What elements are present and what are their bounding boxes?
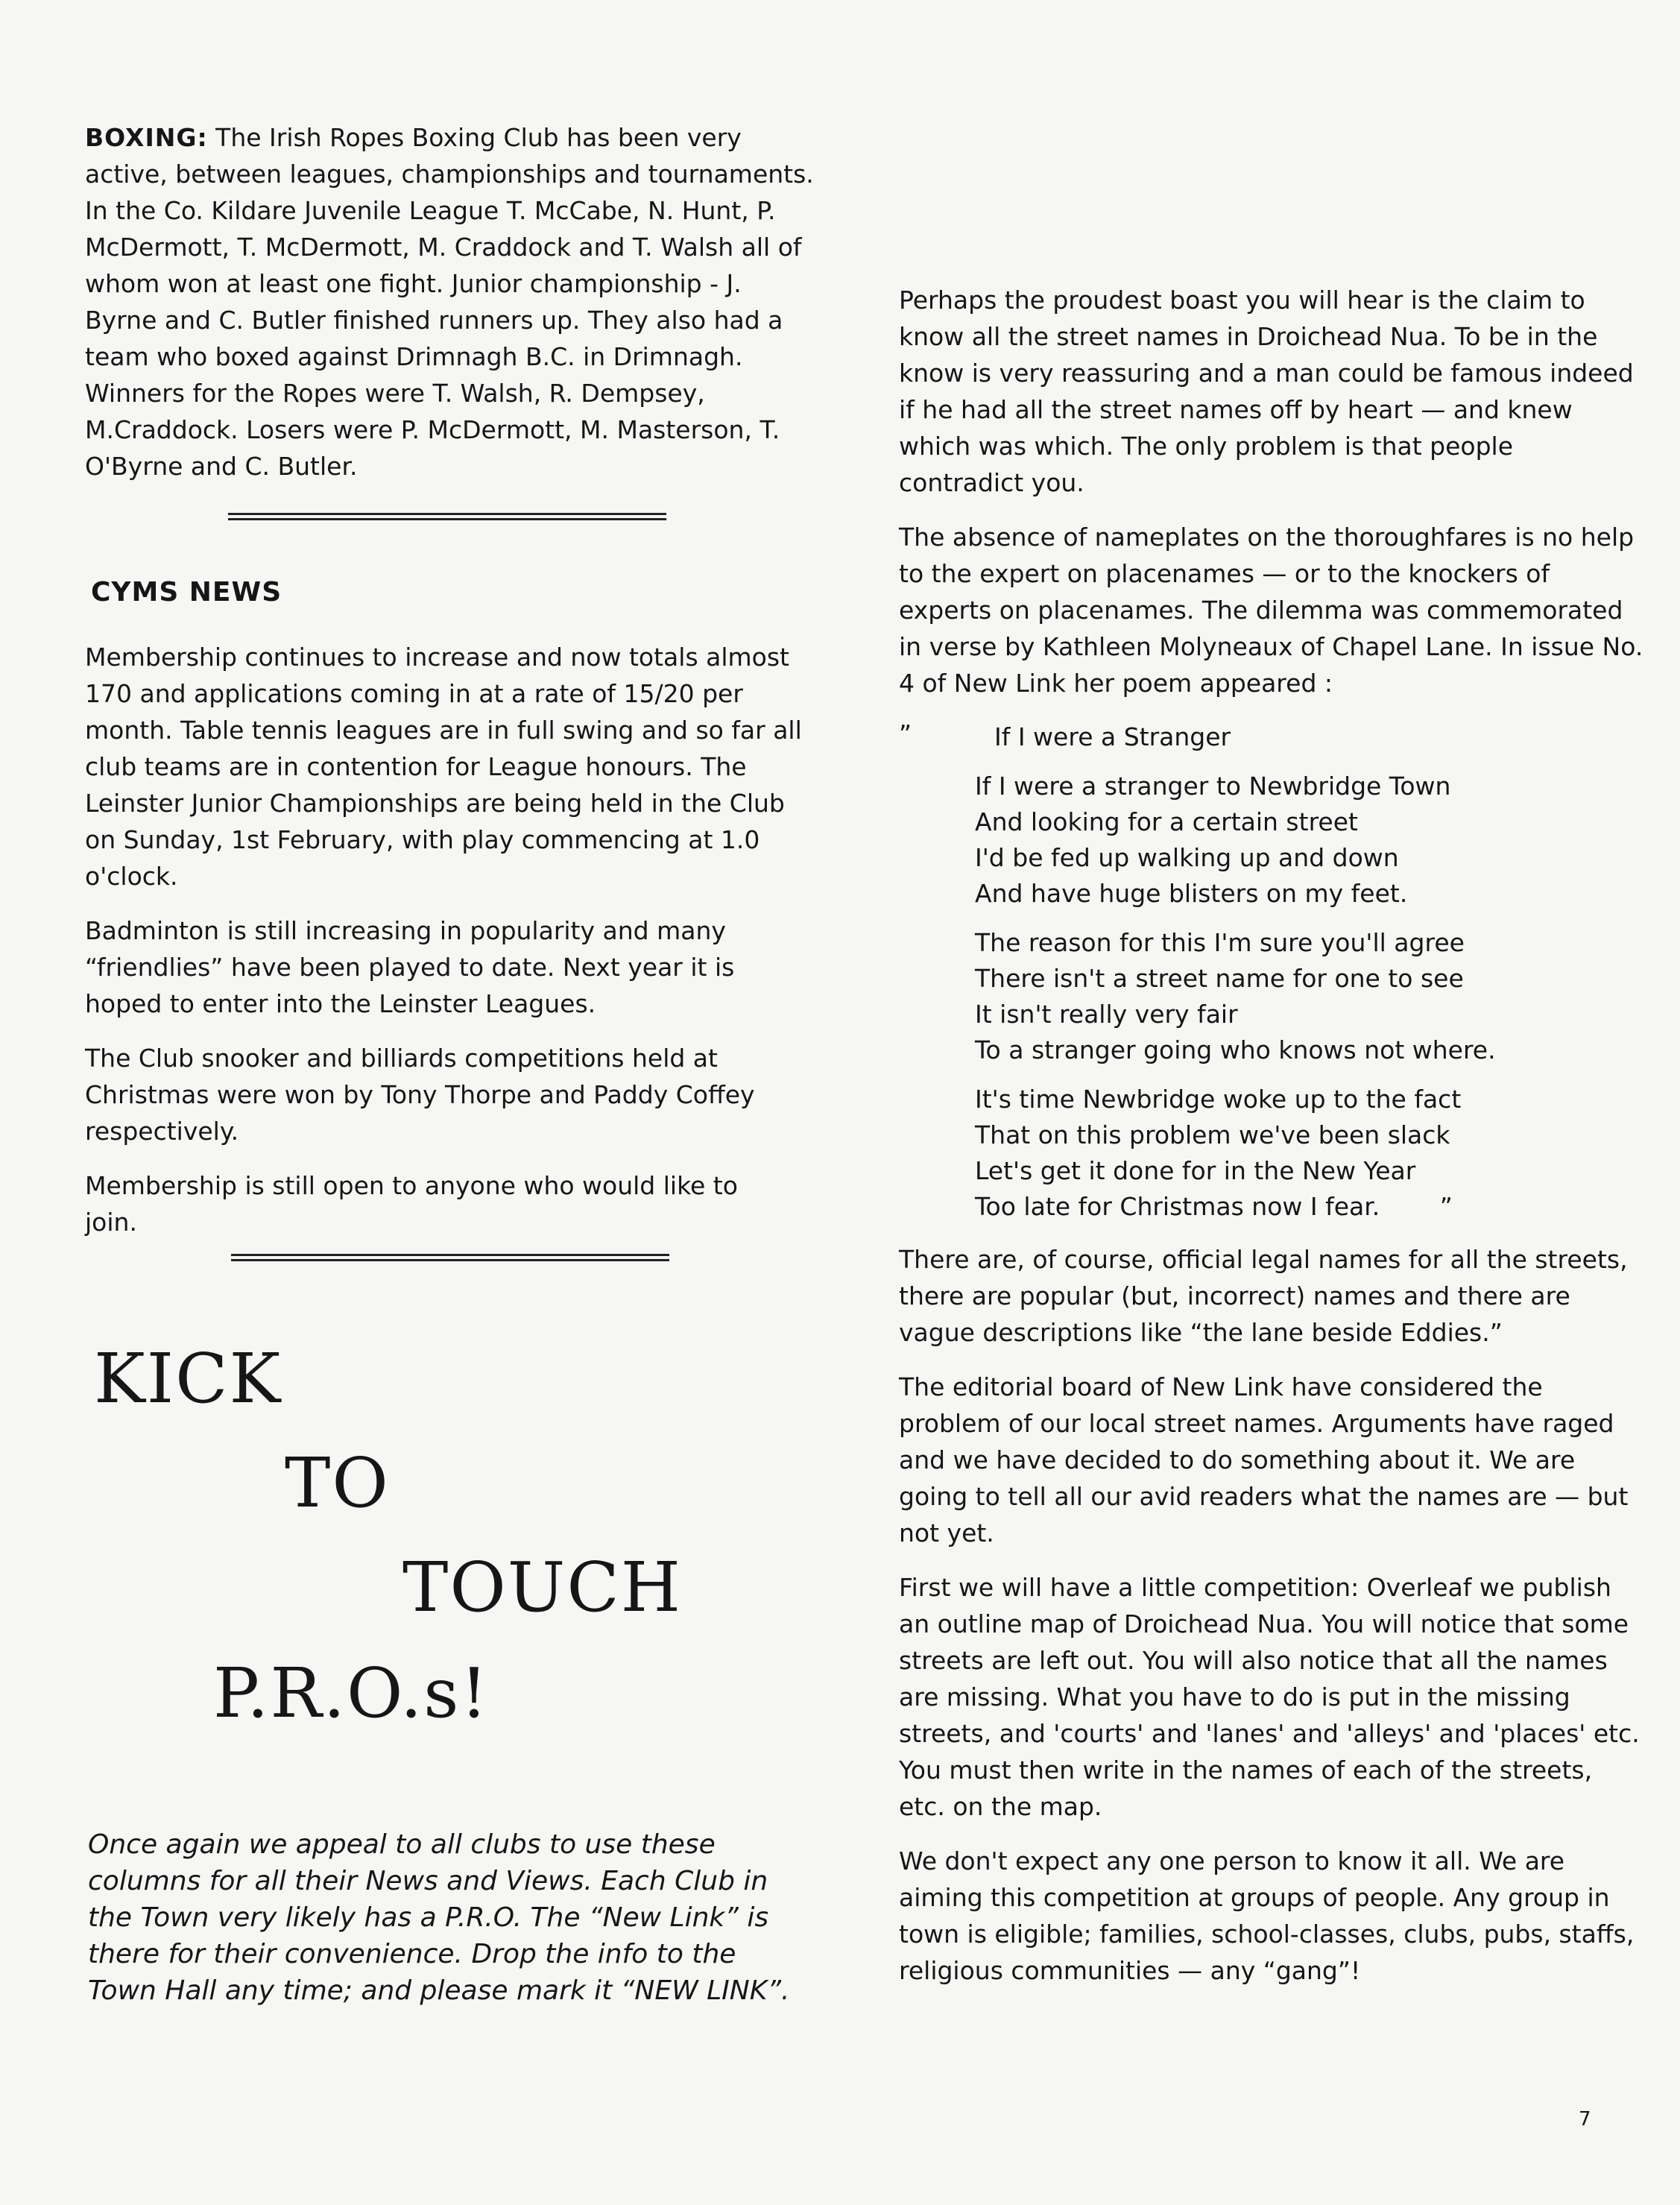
headline-to: TO <box>285 1443 390 1523</box>
cyms-title: CYMS NEWS <box>91 577 282 608</box>
boxing-text: The Irish Ropes Boxing Club has been very active, between leagues, championships and tournaments. In the Co. Kildare Juvenile League T. McCabe, N. Hunt, P. McDermott, T. McDermott, M. Craddock and T. Walsh all of whom won at least one fight. Junior championship - J. Byrne and C. Butler finished runners up. They also had a team who boxed against Drimnagh B.C. in Drimnagh. Winners for the Ropes were T. Walsh, R. Dempsey, M.Craddock. Losers were P. McDermott, M. Masterson, T. O'Byrne and C. Butler. <box>85 123 814 481</box>
poem-line: It isn't really very fair <box>975 1000 1238 1029</box>
appeal-text: Once again we appeal to all clubs to use these columns for all their News and Views. Each Club in the Town very likely has a P.R.O. The “New Link” is there for their convenience. Drop the info to the Town Hall any time; and please mark it “NEW LINK”. <box>88 1829 790 2006</box>
poem-open-quote: ” <box>899 719 912 748</box>
streets-paragraph-3: First we will have a little competition: Overleaf we publish an outline map of Droichead Nua. You will notice that some streets are left out. You will also notice that all the names are missing. What you have to do is put in the missing streets, and 'courts' and 'lanes' and 'alleys' and 'places' etc. You must then write in the names of each of the streets, etc. on the map. <box>899 1573 1640 1821</box>
cyms-paragraph-2: Badminton is still increasing in popularity and many “friendlies” have been played to date. Next year it is hoped to enter into the Leinster Leagues. <box>85 916 735 1018</box>
poem-line: And have huge blisters on my feet. <box>975 879 1408 908</box>
streets-intro-2: The absence of nameplates on the thoroughfares is no help to the expert on placenames — or to the knockers of experts on placenames. The dilemma was commemorated in verse by Kathleen Molyneaux of Chapel Lane. In issue No. 4 of New Link her poem appeared : <box>899 523 1643 698</box>
right-column <box>899 282 1644 1989</box>
cyms-paragraph-3: The Club snooker and billiards competitions held at Christmas were won by Tony Thorpe and Paddy Coffey respectively. <box>85 1044 755 1146</box>
poem-line: And looking for a certain street <box>975 807 1358 836</box>
poem-close-quote: ” <box>1439 1192 1453 1221</box>
cyms-paragraph-4: Membership is still open to anyone who would like to join. <box>85 1171 738 1237</box>
poem-title: If I were a Stranger <box>994 722 1231 751</box>
streets-intro-1: Perhaps the proudest boast you will hear is the claim to know all the street names in Droichead Nua. To be in the know is very reassuring and a man could be famous indeed if he had all the street names off by heart — and knew which was which. The only problem is that people contradict you. <box>899 286 1634 497</box>
cyms-paragraph-1: Membership continues to increase and now totals almost 170 and applications coming in at a rate of 15/20 per month. Table tennis leagues are in full swing and so far all club teams are in contention for League honours. The Leinster Junior Championships are being held in the Club on Sunday, 1st February, with play commencing at 1.0 o'clock. <box>85 643 802 891</box>
poem-line <box>975 1189 1644 1225</box>
poem-line: If I were a stranger to Newbridge Town <box>975 772 1451 801</box>
divider-2 <box>231 1254 669 1261</box>
streets-paragraph-4: We don't expect any one person to know it all. We are aiming this competition at groups of people. Any group in town is eligible; families, school-classes, clubs, pubs, staffs, religious communities — any “gang”! <box>899 1846 1635 1985</box>
poem-line: The reason for this I'm sure you'll agree <box>975 928 1465 957</box>
boxing-heading: BOXING: <box>85 123 208 152</box>
poem-stanza-3 <box>975 1082 1644 1225</box>
poem-stanza-1 <box>975 769 1644 912</box>
poem-last-line: Too late for Christmas now I fear. <box>975 1192 1380 1221</box>
poem-line: Let's get it done for in the New Year <box>975 1156 1416 1185</box>
poem-line: To a stranger going who knows not where. <box>975 1035 1496 1064</box>
streets-paragraph-1: There are, of course, official legal names for all the streets, there are popular (but, incorrect) names and there are vague descriptions like “the lane beside Eddies.” <box>899 1245 1628 1347</box>
headline-touch: TOUCH <box>402 1548 682 1627</box>
divider-1 <box>228 513 666 520</box>
poem-stanza-2 <box>975 925 1644 1068</box>
poem-line: That on this problem we've been slack <box>975 1120 1450 1149</box>
poem-line: It's time Newbridge woke up to the fact <box>975 1085 1462 1114</box>
poem-line: I'd be fed up walking up and down <box>975 843 1399 872</box>
headline-kick: KICK <box>94 1339 282 1419</box>
headline-pros: P.R.O.s! <box>213 1653 490 1733</box>
left-column <box>85 119 815 1261</box>
page-number: 7 <box>1579 2108 1591 2130</box>
boxing-section <box>85 119 815 485</box>
streets-paragraph-2: The editorial board of New Link have considered the problem of our local street names. Arguments have raged and we have decided to do something about it. We are going to tell all our avid readers what the names are — but not yet. <box>899 1372 1629 1548</box>
poem-line: There isn't a street name for one to see <box>975 964 1464 993</box>
poem <box>899 719 1644 1225</box>
